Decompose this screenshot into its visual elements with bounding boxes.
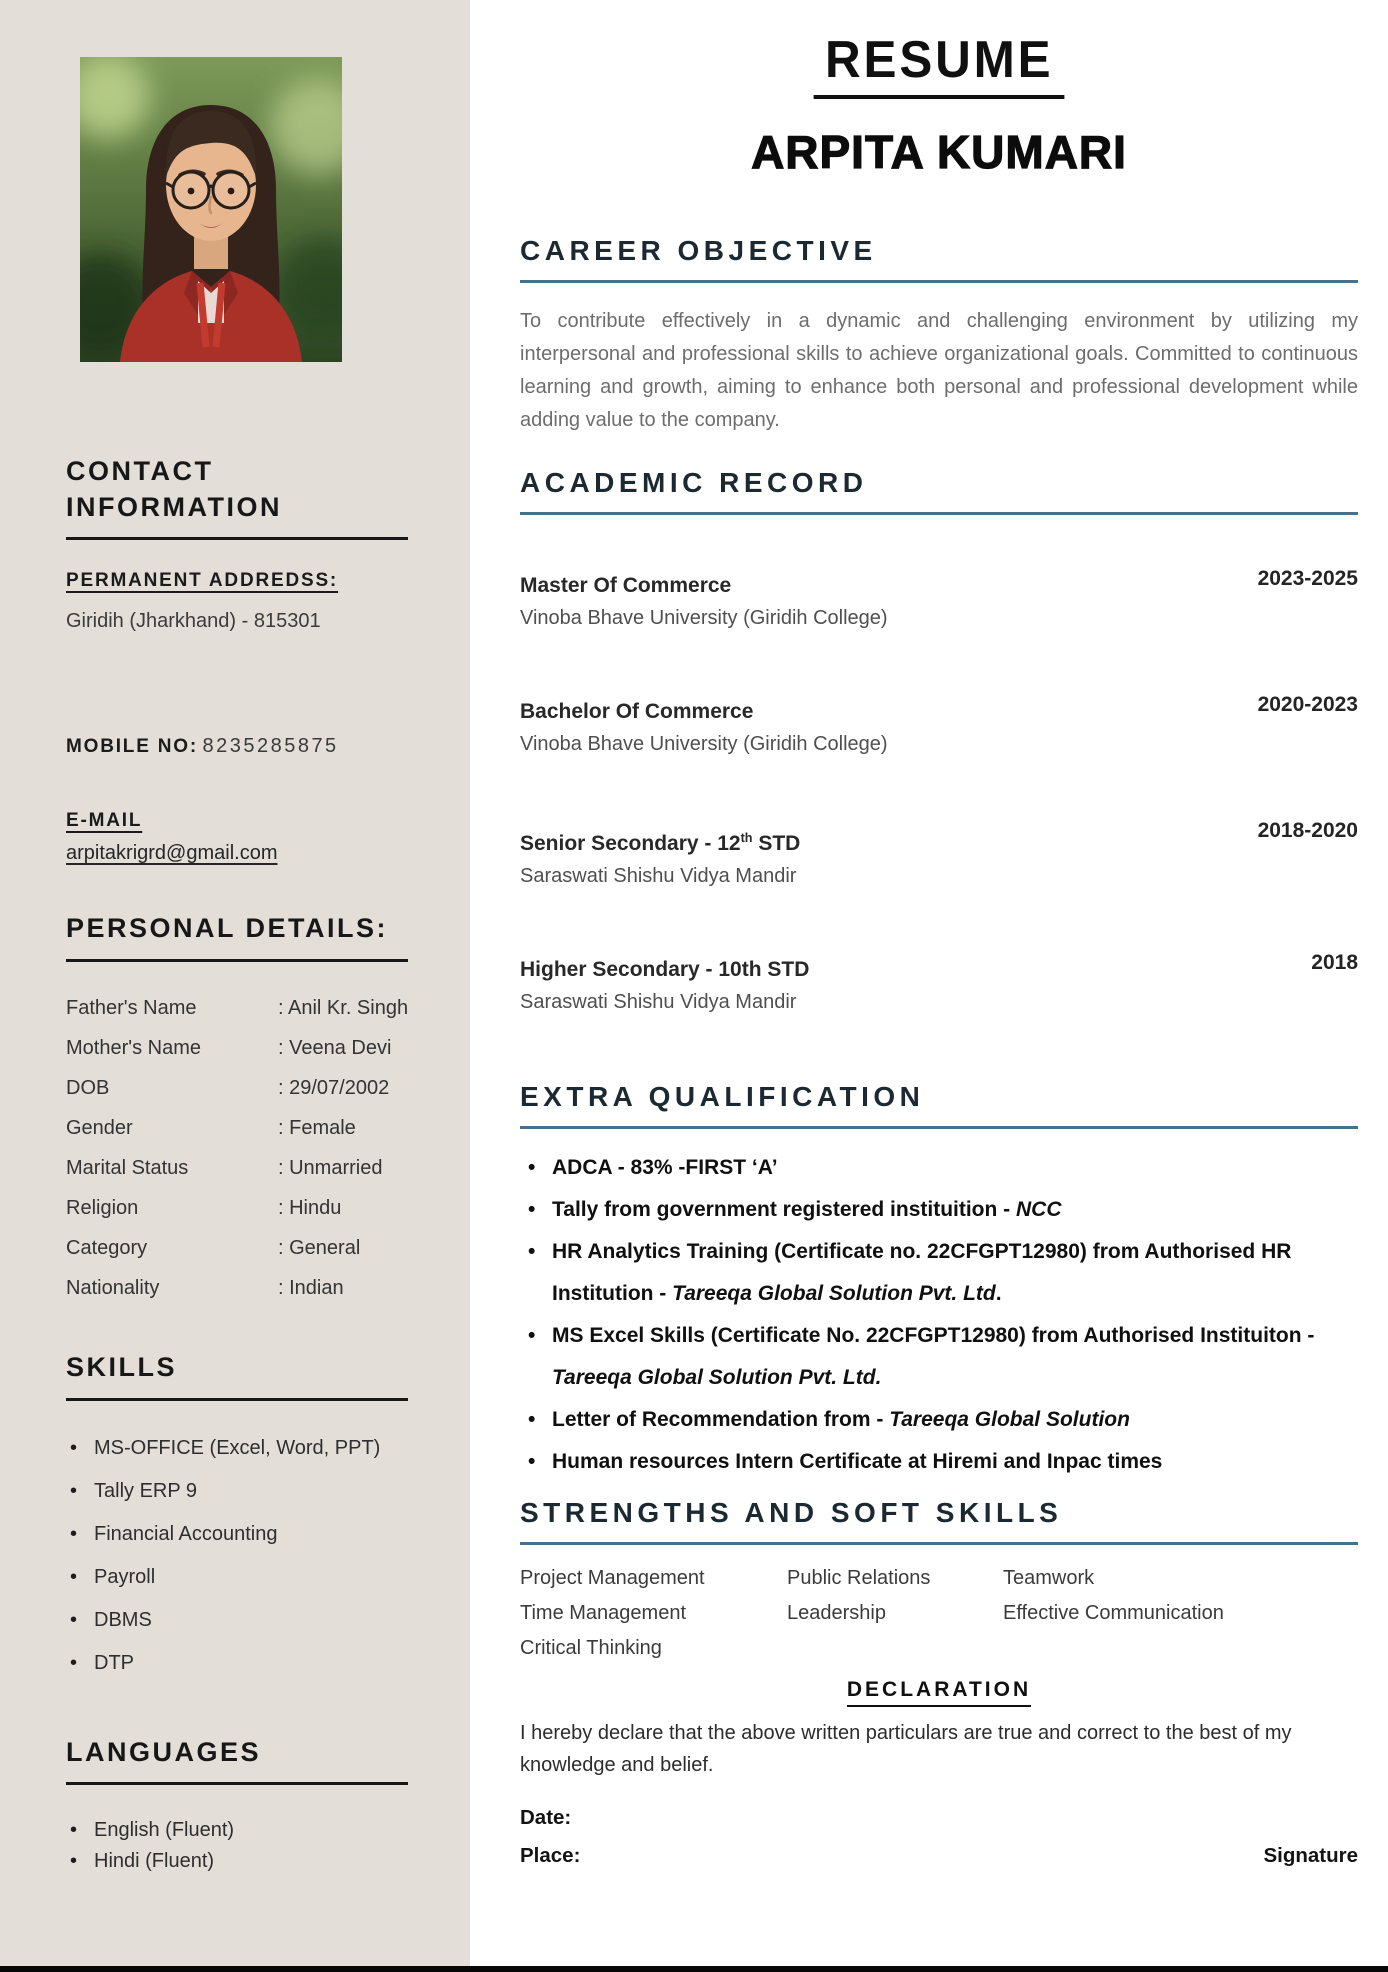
degree-title: Master Of Commerce [520, 574, 732, 597]
academic-entry [520, 693, 1358, 761]
strengths-column [1003, 1561, 1358, 1666]
academic-entry [520, 819, 1358, 893]
personal-detail-row [66, 1148, 430, 1188]
academic-entry-left [520, 571, 888, 635]
personal-detail-row [66, 1188, 430, 1228]
profile-photo [80, 57, 342, 362]
strength-item: Leadership [787, 1602, 886, 1624]
strength-item: Time Management [520, 1602, 686, 1624]
permanent-address-block [66, 570, 430, 592]
email-label: E-MAIL [66, 810, 143, 832]
institution-name: Saraswati Shishu Vidya Mandir [520, 865, 797, 887]
sidebar [0, 0, 470, 1972]
personal-detail-row [66, 988, 430, 1028]
place-signature-row [520, 1837, 1358, 1875]
personal-detail-value: : Veena Devi [278, 1036, 392, 1059]
signature-label: Signature [1263, 1844, 1358, 1867]
personal-details-list [66, 988, 430, 1308]
academic-entry-left [520, 955, 809, 1019]
skill-item: • Tally ERP 9 [66, 1470, 430, 1513]
strength-item: Critical Thinking [520, 1637, 662, 1659]
language-item: • English (Fluent) [66, 1815, 430, 1846]
degree-title: Senior Secondary - 12th STD [520, 831, 801, 855]
academic-entry-left [520, 823, 800, 893]
contact-information-heading: CONTACT INFORMATION [66, 454, 408, 540]
skill-item: • DTP [66, 1642, 430, 1685]
strength-item: Project Management [520, 1567, 705, 1589]
personal-detail-value: : Female [278, 1116, 356, 1139]
resume-title-wrap [520, 30, 1358, 99]
date-label: Date: [520, 1806, 572, 1829]
strengths-grid [520, 1561, 1358, 1666]
place-label: Place: [520, 1844, 581, 1867]
skill-item: • Payroll [66, 1556, 430, 1599]
extra-qualification-item: • HR Analytics Training (Certificate no. 22CFGPT12980) from Authorised HR Institution - Tareeqa Global Solution Pvt. Ltd. [520, 1231, 1358, 1315]
personal-detail-value: : 29/07/2002 [278, 1076, 390, 1099]
strengths-heading: STRENGTHS AND SOFT SKILLS [520, 1497, 1358, 1545]
extra-qualification-item: • MS Excel Skills (Certificate No. 22CFGPT12980) from Authorised Instituiton - Tareeqa Global Solution Pvt. Ltd. [520, 1315, 1358, 1399]
main-content [520, 30, 1358, 1875]
resume-title: RESUME [813, 30, 1064, 99]
page-bottom-edge [0, 1966, 1388, 1972]
degree-title: Bachelor Of Commerce [520, 700, 754, 723]
declaration-heading-wrap [520, 1678, 1358, 1707]
years-range: 2018 [1311, 951, 1358, 974]
strengths-column [787, 1561, 1003, 1666]
skills-list [66, 1427, 430, 1685]
personal-detail-row [66, 1228, 430, 1268]
email-link[interactable]: arpitakrigrd@gmail.com [66, 842, 278, 865]
extra-qualification-heading: EXTRA QUALIFICATION [520, 1081, 1358, 1129]
strengths-column [520, 1561, 787, 1666]
academic-entry [520, 951, 1358, 1019]
extra-qualification-item: • Tally from government registered instituition - NCC [520, 1189, 1358, 1231]
declaration-heading: DECLARATION [847, 1678, 1031, 1707]
language-item: • Hindi (Fluent) [66, 1846, 430, 1877]
personal-detail-row [66, 1108, 430, 1148]
personal-detail-value: : Hindu [278, 1196, 342, 1219]
extra-qualification-list [520, 1147, 1358, 1483]
strength-item: Effective Communication [1003, 1602, 1224, 1624]
extra-qualification-item: • Letter of Recommendation from - Tareeqa Global Solution [520, 1399, 1358, 1441]
mobile-label: MOBILE NO: [66, 736, 198, 758]
academic-entry [520, 567, 1358, 635]
personal-details-heading: PERSONAL DETAILS: [66, 911, 408, 962]
extra-qualification-item: • ADCA - 83% -FIRST ‘A’ [520, 1147, 1358, 1189]
personal-detail-row [66, 1028, 430, 1068]
portrait-illustration [80, 57, 342, 362]
extra-qualification-item: • Human resources Intern Certificate at Hiremi and Inpac times [520, 1441, 1358, 1483]
personal-detail-label: DOB [66, 1076, 110, 1099]
languages-list [66, 1815, 430, 1877]
skills-heading: SKILLS [66, 1350, 408, 1401]
declaration-text: I hereby declare that the above written particulars are true and correct to the best of my knowledge and belief. [520, 1722, 1292, 1776]
personal-detail-label: Father's Name [66, 996, 197, 1019]
personal-detail-label: Marital Status [66, 1156, 189, 1179]
academic-entry-left [520, 697, 888, 761]
degree-title: Higher Secondary - 10th STD [520, 958, 810, 981]
email-block [66, 810, 430, 865]
mobile-row [66, 735, 430, 758]
languages-heading: LANGUAGES [66, 1735, 408, 1786]
career-objective-text: To contribute effectively in a dynamic and challenging environment by utilizing my interpersonal and professional skills to achieve organizational goals. Committed to continuous learning and growth, aiming to enhance both personal and professional development while adding value to the company. [520, 310, 1358, 431]
academic-record-heading: ACADEMIC RECORD [520, 467, 1358, 515]
years-range: 2020-2023 [1257, 693, 1358, 716]
permanent-address-value: Giridih (Jharkhand) - 815301 [66, 610, 321, 633]
personal-detail-label: Category [66, 1236, 148, 1259]
personal-detail-value: : General [278, 1236, 361, 1259]
years-range: 2023-2025 [1257, 567, 1358, 590]
strength-item: Teamwork [1003, 1567, 1095, 1589]
years-range: 2018-2020 [1257, 819, 1358, 842]
personal-detail-row [66, 1268, 430, 1308]
personal-detail-value: : Indian [278, 1276, 344, 1299]
personal-detail-label: Mother's Name [66, 1036, 201, 1059]
institution-name: Vinoba Bhave University (Giridih College) [520, 607, 888, 629]
candidate-name: ARPITA KUMARI [751, 126, 1127, 178]
personal-detail-label: Religion [66, 1196, 139, 1219]
skill-item: • Financial Accounting [66, 1513, 430, 1556]
strength-item: Public Relations [787, 1567, 931, 1589]
mobile-number: 8235285875 [202, 735, 339, 758]
personal-detail-value: : Unmarried [278, 1156, 383, 1179]
personal-detail-value: : Anil Kr. Singh [278, 996, 409, 1019]
institution-name: Vinoba Bhave University (Giridih College) [520, 733, 888, 755]
institution-name: Saraswati Shishu Vidya Mandir [520, 991, 797, 1013]
skill-item: • MS-OFFICE (Excel, Word, PPT) [66, 1427, 430, 1470]
footer-block [520, 1799, 1358, 1875]
skill-item: • DBMS [66, 1599, 430, 1642]
career-objective-heading: CAREER OBJECTIVE [520, 235, 1358, 283]
academic-entries [520, 567, 1358, 1019]
personal-detail-label: Nationality [66, 1276, 160, 1299]
personal-detail-label: Gender [66, 1116, 133, 1139]
personal-detail-row [66, 1068, 430, 1108]
permanent-address-label: PERMANENT ADDREDSS: [66, 570, 339, 592]
